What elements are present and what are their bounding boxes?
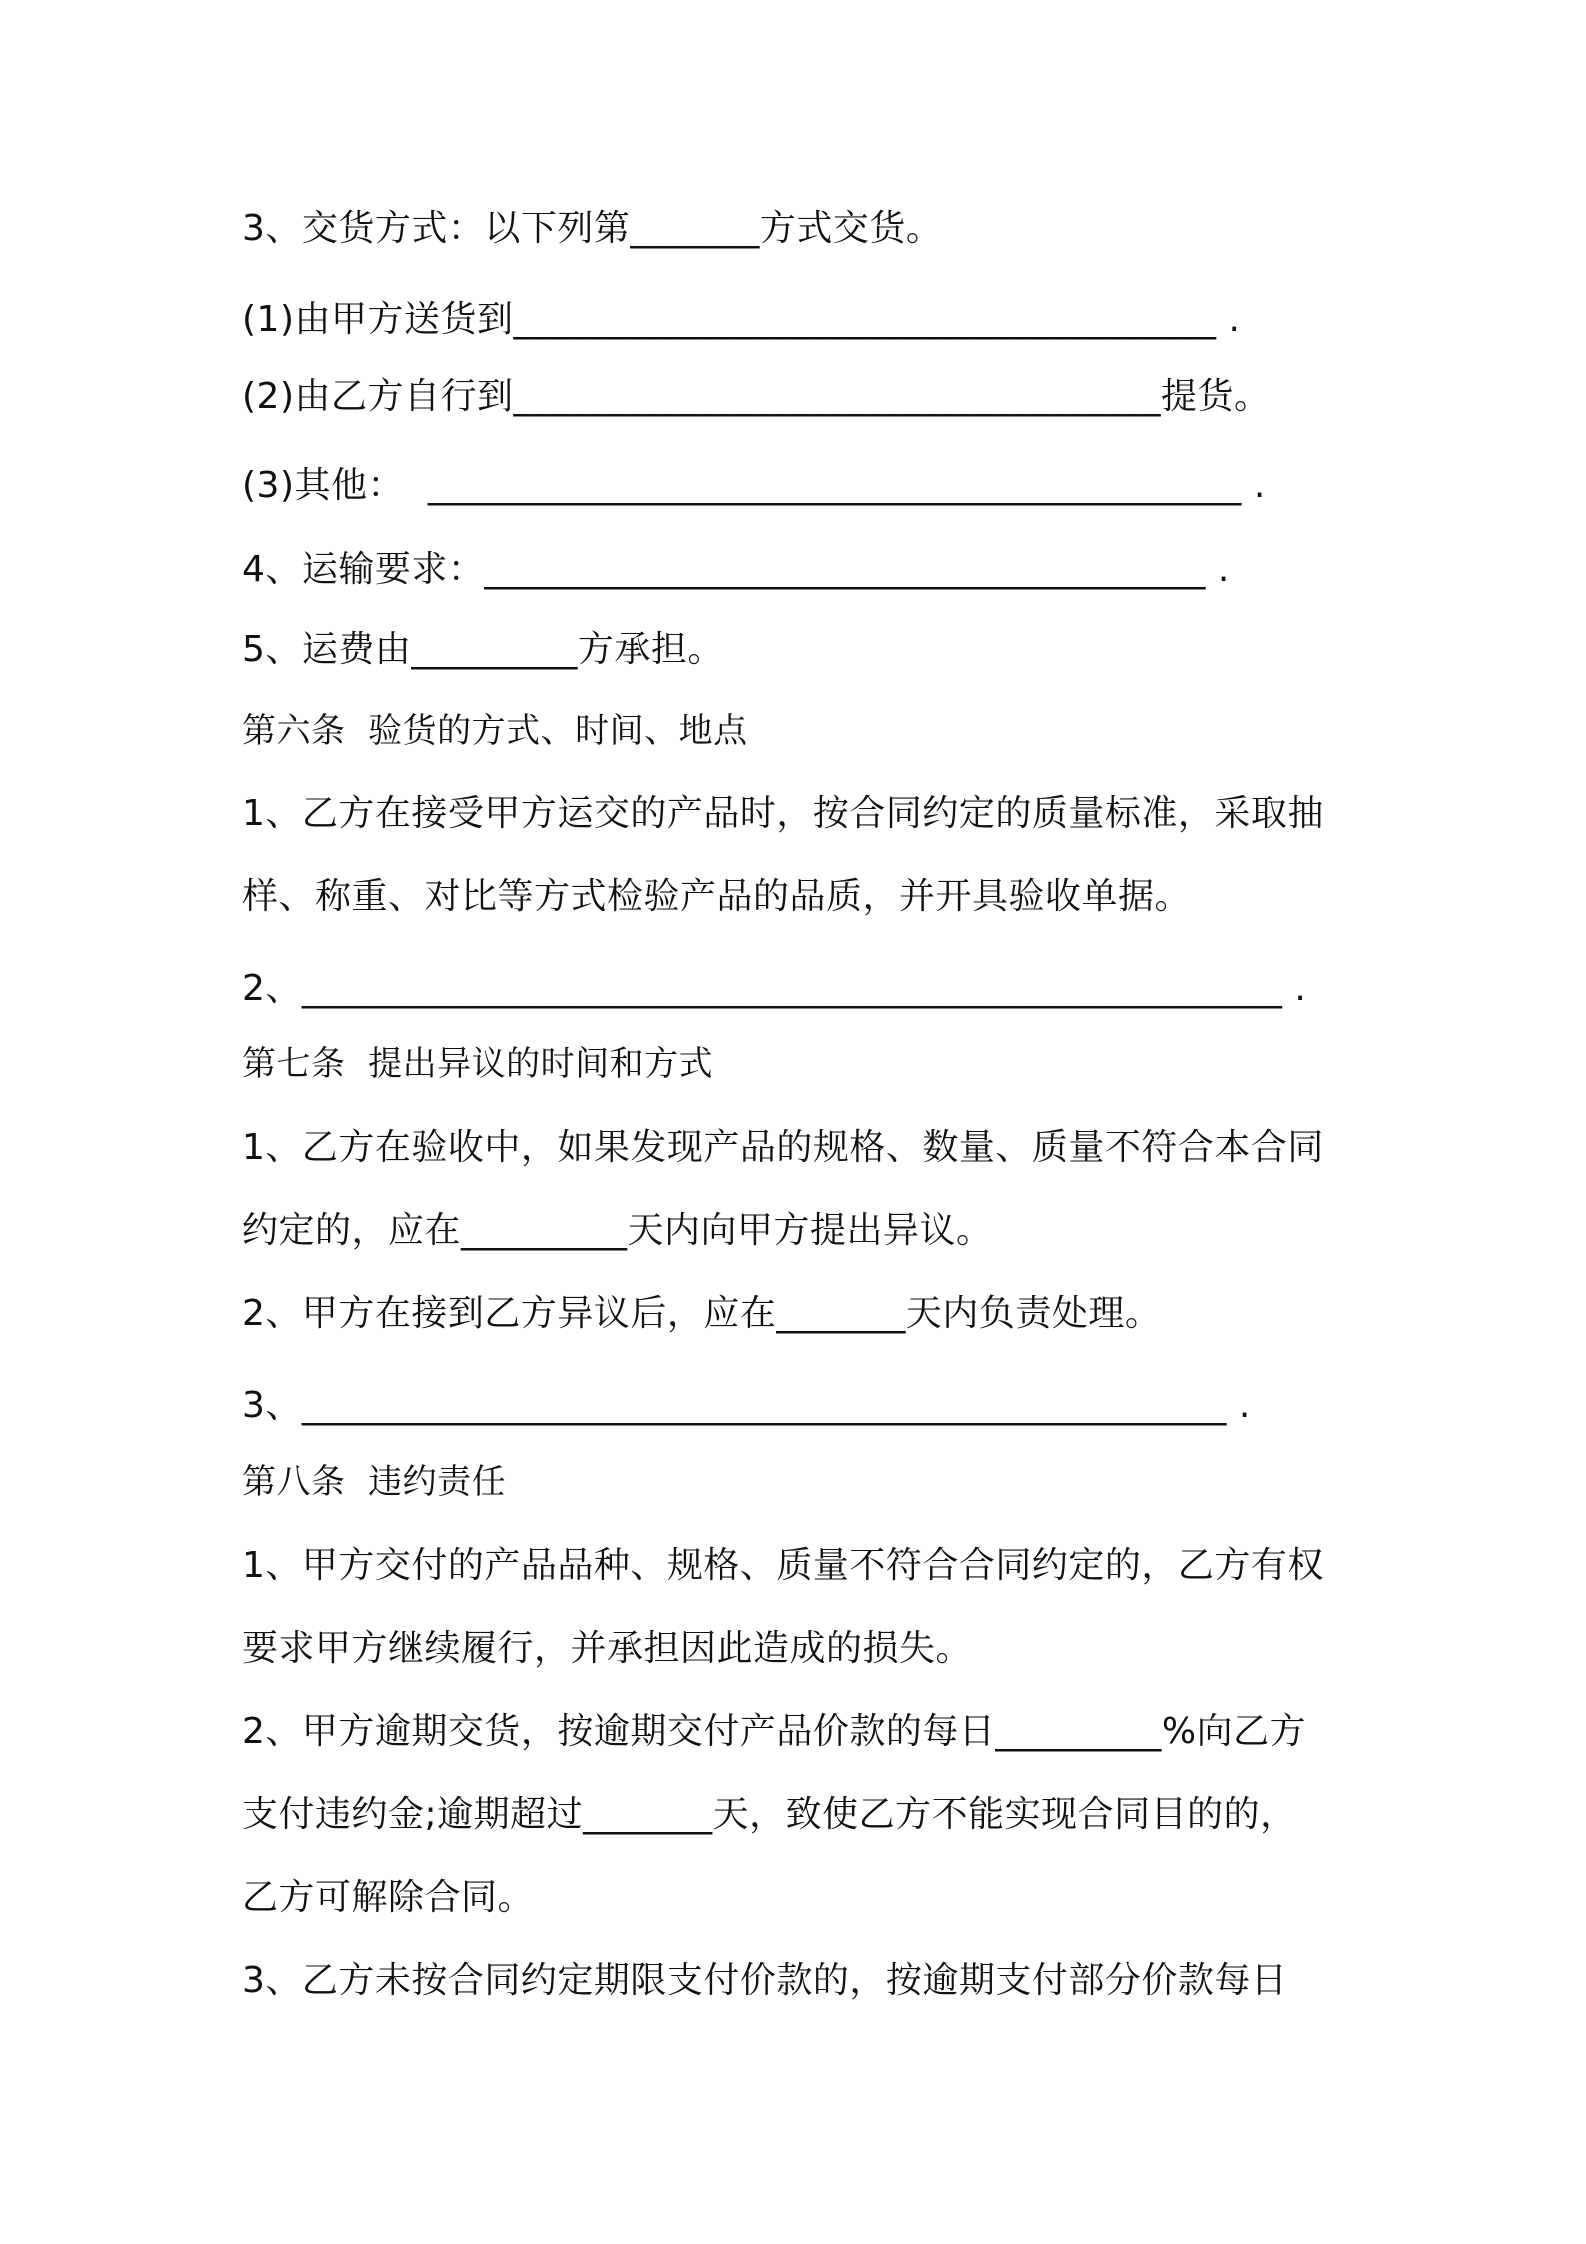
article-6-heading: 第六条 验货的方式、时间、地点 (242, 711, 748, 751)
delivery-method-clause: 3、交货方式：以下列第_______方式交货。 (242, 208, 943, 249)
delivery-option-2: (2)由乙方自行到___________________________________提货。 (242, 376, 1271, 417)
article-6-clause-2: 2、_____________________________________________________ . (242, 968, 1307, 1009)
article-7-clause-2: 2、甲方在接到乙方异议后，应在_______天内负责处理。 (242, 1293, 1162, 1334)
article-6-clause-1-line-2: 样、称重、对比等方式检验产品的品质，并开具验收单据。 (242, 876, 1192, 917)
article-8-clause-1-line-1: 1、甲方交付的产品品种、规格、质量不符合合同约定的，乙方有权 (242, 1545, 1324, 1586)
article-6-clause-1-line-1: 1、乙方在接受甲方运交的产品时，按合同约定的质量标准，采取抽 (242, 793, 1324, 834)
article-8-clause-2-line-2: 支付违约金;逾期超过_______天，致使乙方不能实现合同目的的， (242, 1794, 1297, 1835)
article-7-clause-1-line-2: 约定的，应在_________天内向甲方提出异议。 (242, 1210, 993, 1251)
article-8-clause-1-line-2: 要求甲方继续履行，并承担因此造成的损失。 (242, 1628, 973, 1669)
delivery-option-3: (3)其他： ____________________________________________ . (242, 465, 1266, 506)
article-7-clause-1-line-1: 1、乙方在验收中，如果发现产品的规格、数量、质量不符合本合同 (242, 1127, 1324, 1168)
freight-clause: 5、运费由_________方承担。 (242, 629, 724, 670)
transport-requirements-clause: 4、运输要求：_______________________________________ . (242, 549, 1230, 590)
article-8-clause-3-line-1: 3、乙方未按合同约定期限支付价款的，按逾期支付部分价款每日 (242, 1960, 1288, 2001)
delivery-option-1: (1)由甲方送货到______________________________________ . (242, 299, 1241, 340)
article-8-heading: 第八条 违约责任 (242, 1462, 507, 1502)
article-7-clause-3: 3、__________________________________________________ . (242, 1385, 1251, 1426)
article-8-clause-2-line-1: 2、甲方逾期交货，按逾期交付产品价款的每日_________%向乙方 (242, 1711, 1307, 1752)
article-7-heading: 第七条 提出异议的时间和方式 (242, 1044, 714, 1084)
article-8-clause-2-line-3: 乙方可解除合同。 (242, 1877, 535, 1918)
